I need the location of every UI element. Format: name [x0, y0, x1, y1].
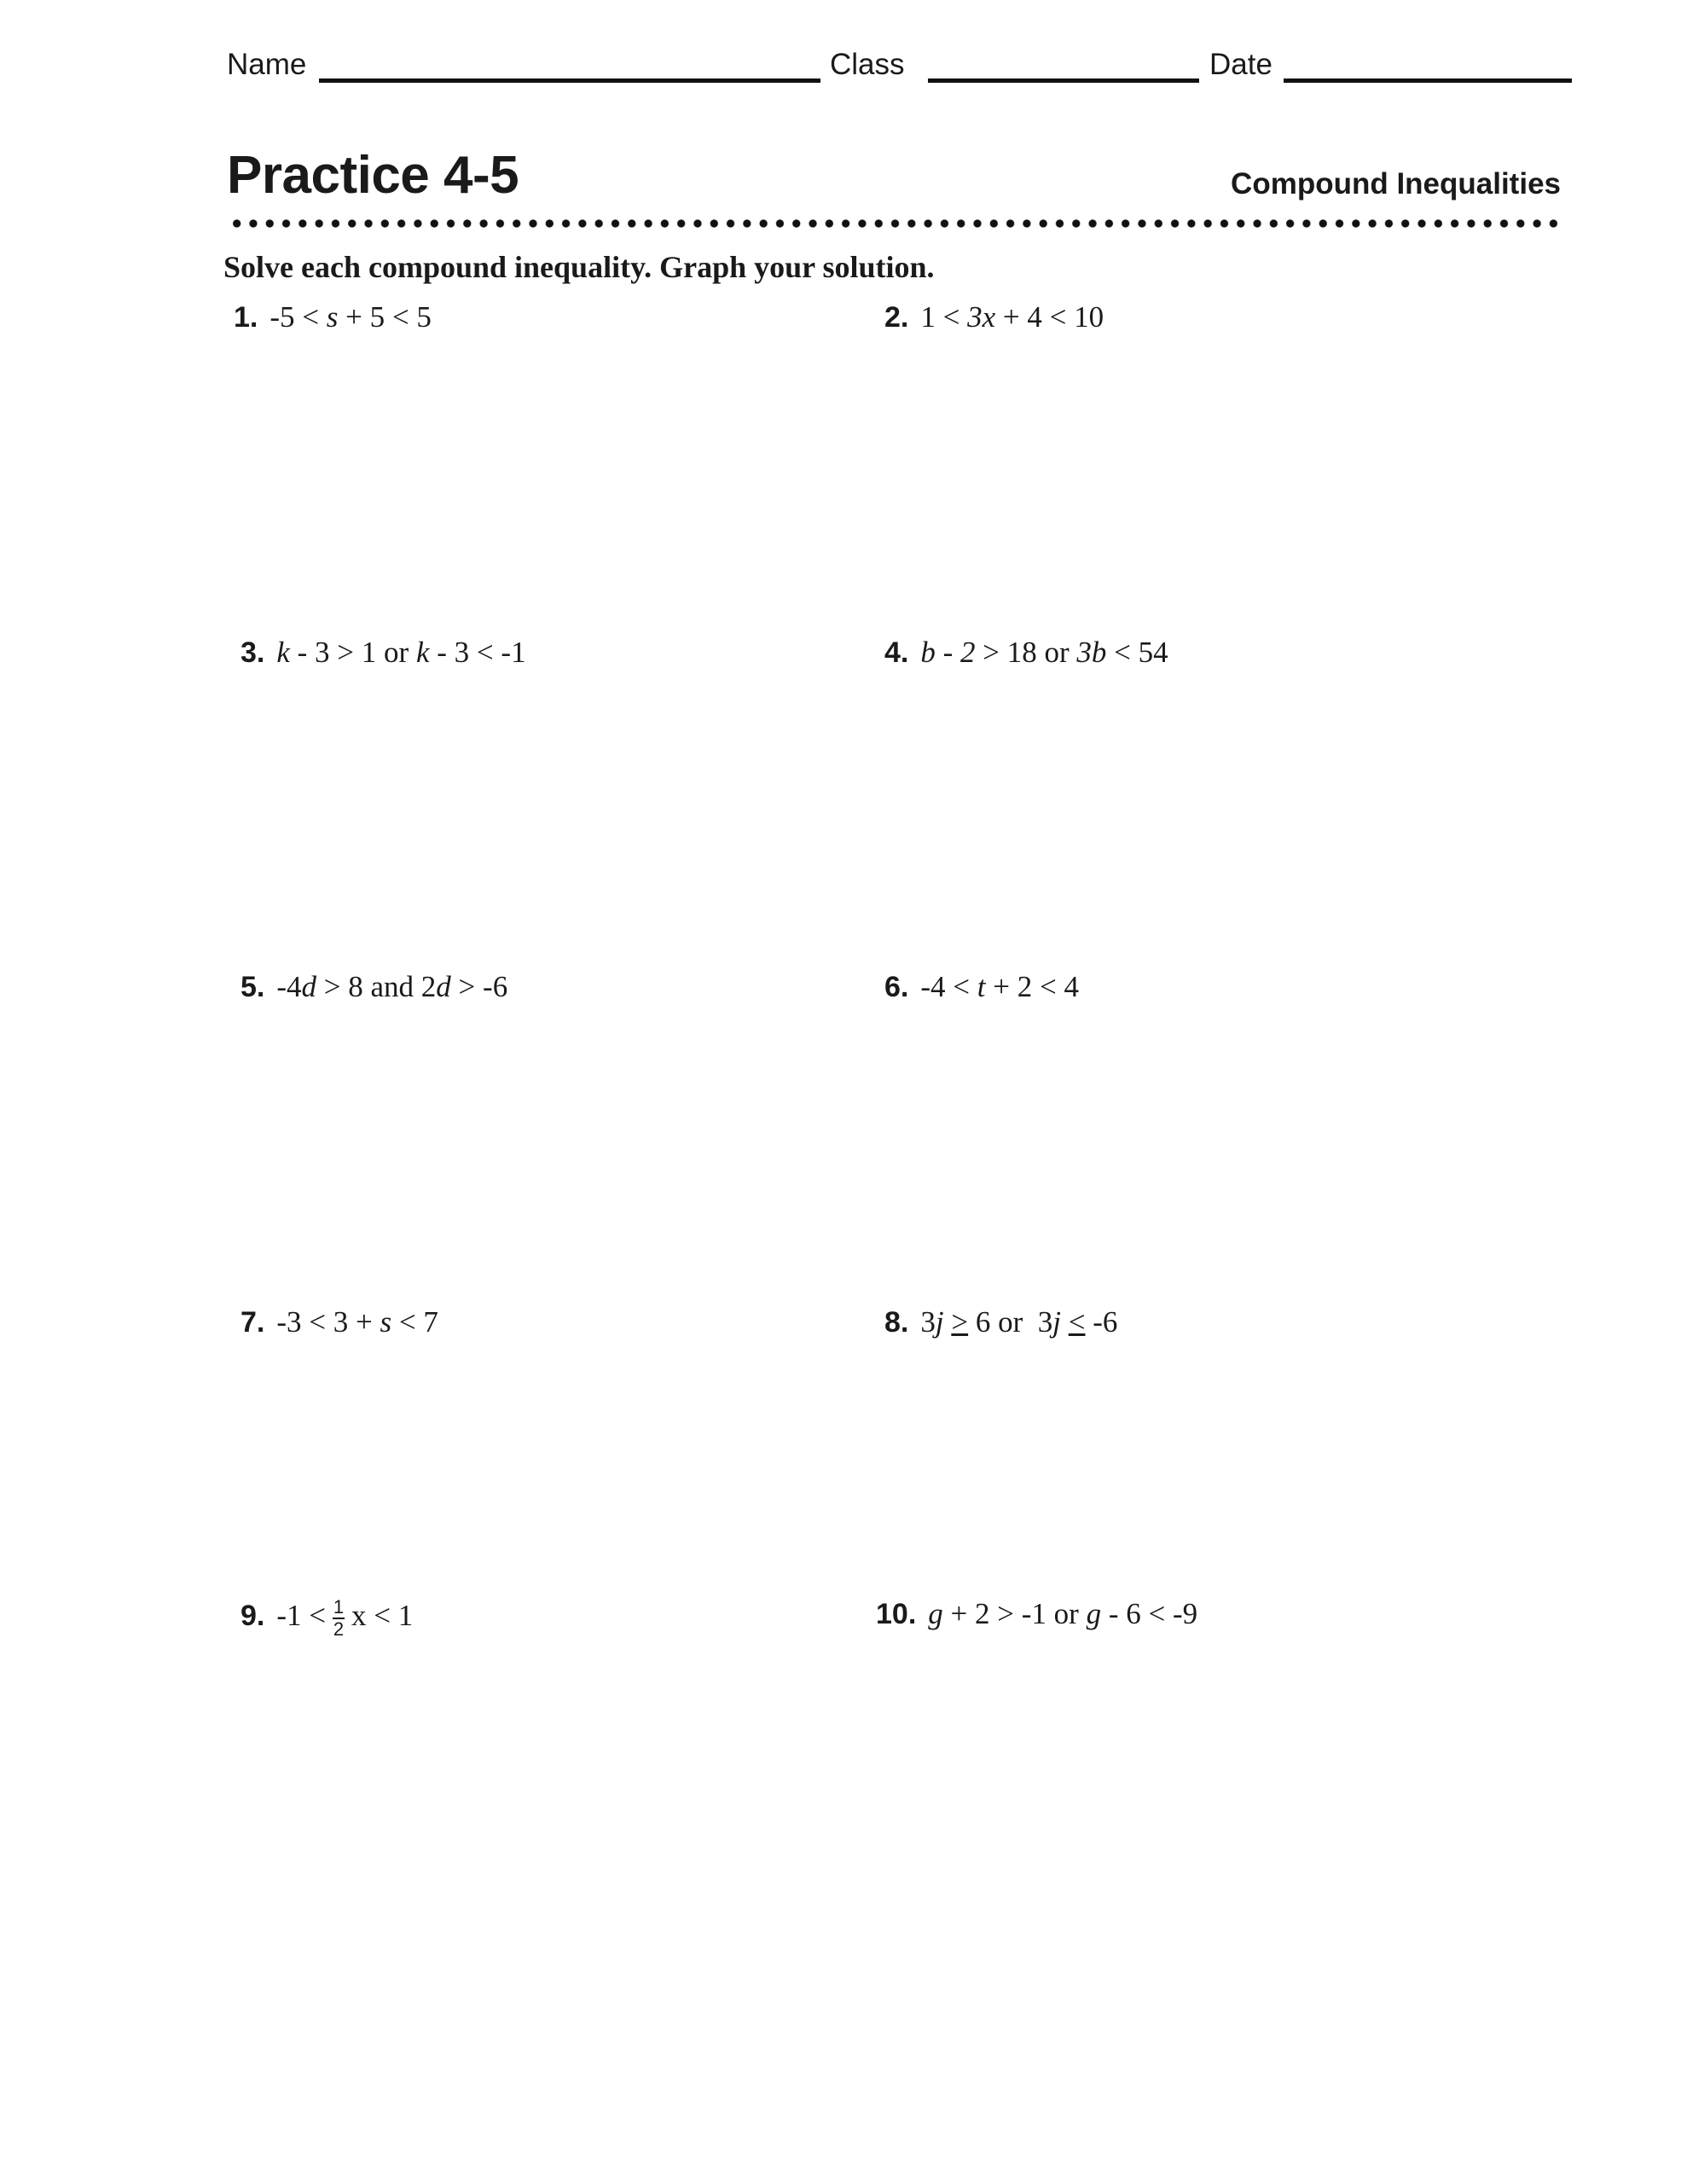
- problem-8: [884, 1305, 1117, 1339]
- problem-number: 8.: [884, 1306, 909, 1339]
- problem-1: [234, 300, 432, 334]
- problem-expression: -5 < s + 5 < 5: [270, 300, 432, 334]
- problem-expression: -3 < 3 + s < 7: [276, 1305, 438, 1339]
- problem-expression: 3j > 6 or 3j < -6: [920, 1305, 1118, 1339]
- fraction-numerator: 1: [333, 1596, 345, 1618]
- problem-number: 4.: [884, 636, 909, 669]
- class-blank-line[interactable]: [928, 78, 1199, 83]
- problem-number: 1.: [234, 301, 258, 334]
- instructions: Solve each compound inequality. Graph your solution.: [223, 250, 935, 284]
- problem-number: 5.: [241, 971, 265, 1003]
- problem-number: 3.: [241, 636, 265, 669]
- problem-expression: k - 3 > 1 or k - 3 < -1: [276, 636, 526, 669]
- problem-expression: -1 < $\frac{1}{2}$ x < 1: [276, 1596, 414, 1640]
- date-label: Date: [1209, 48, 1272, 81]
- problem-6: [884, 970, 1079, 1004]
- class-label: Class: [830, 48, 905, 81]
- name-blank-line[interactable]: [319, 78, 820, 83]
- problem-7: [241, 1305, 438, 1339]
- problem-2: [884, 300, 1104, 334]
- problem-number: 7.: [241, 1306, 265, 1339]
- date-blank-line[interactable]: [1284, 78, 1572, 83]
- problem-number: 10.: [876, 1598, 917, 1630]
- problem-expression: b - 2 > 18 or 3b < 54: [920, 636, 1168, 669]
- fraction-one-half: [333, 1597, 345, 1640]
- problem-number: 6.: [884, 971, 909, 1003]
- problem-expression: -4 < t + 2 < 4: [920, 970, 1079, 1003]
- problem-5: [241, 970, 507, 1004]
- name-label: Name: [227, 48, 307, 81]
- fraction-denominator: 2: [333, 1618, 345, 1640]
- problem-expression: 1 < 3x + 4 < 10: [920, 300, 1104, 334]
- problem-expression: -4d > 8 and 2d > -6: [276, 970, 508, 1003]
- problem-9: [241, 1597, 413, 1640]
- problem-number: 2.: [884, 301, 909, 334]
- problem-4: [884, 636, 1168, 670]
- dotted-divider: [229, 215, 1561, 232]
- page-title: Practice 4-5: [227, 146, 519, 205]
- problem-3: [241, 636, 526, 670]
- problem-10: [876, 1597, 1197, 1631]
- problem-number: 9.: [241, 1600, 265, 1633]
- problem-expression: g + 2 > -1 or g - 6 < -9: [928, 1597, 1198, 1630]
- page-subtitle: Compound Inequalities: [1231, 167, 1561, 200]
